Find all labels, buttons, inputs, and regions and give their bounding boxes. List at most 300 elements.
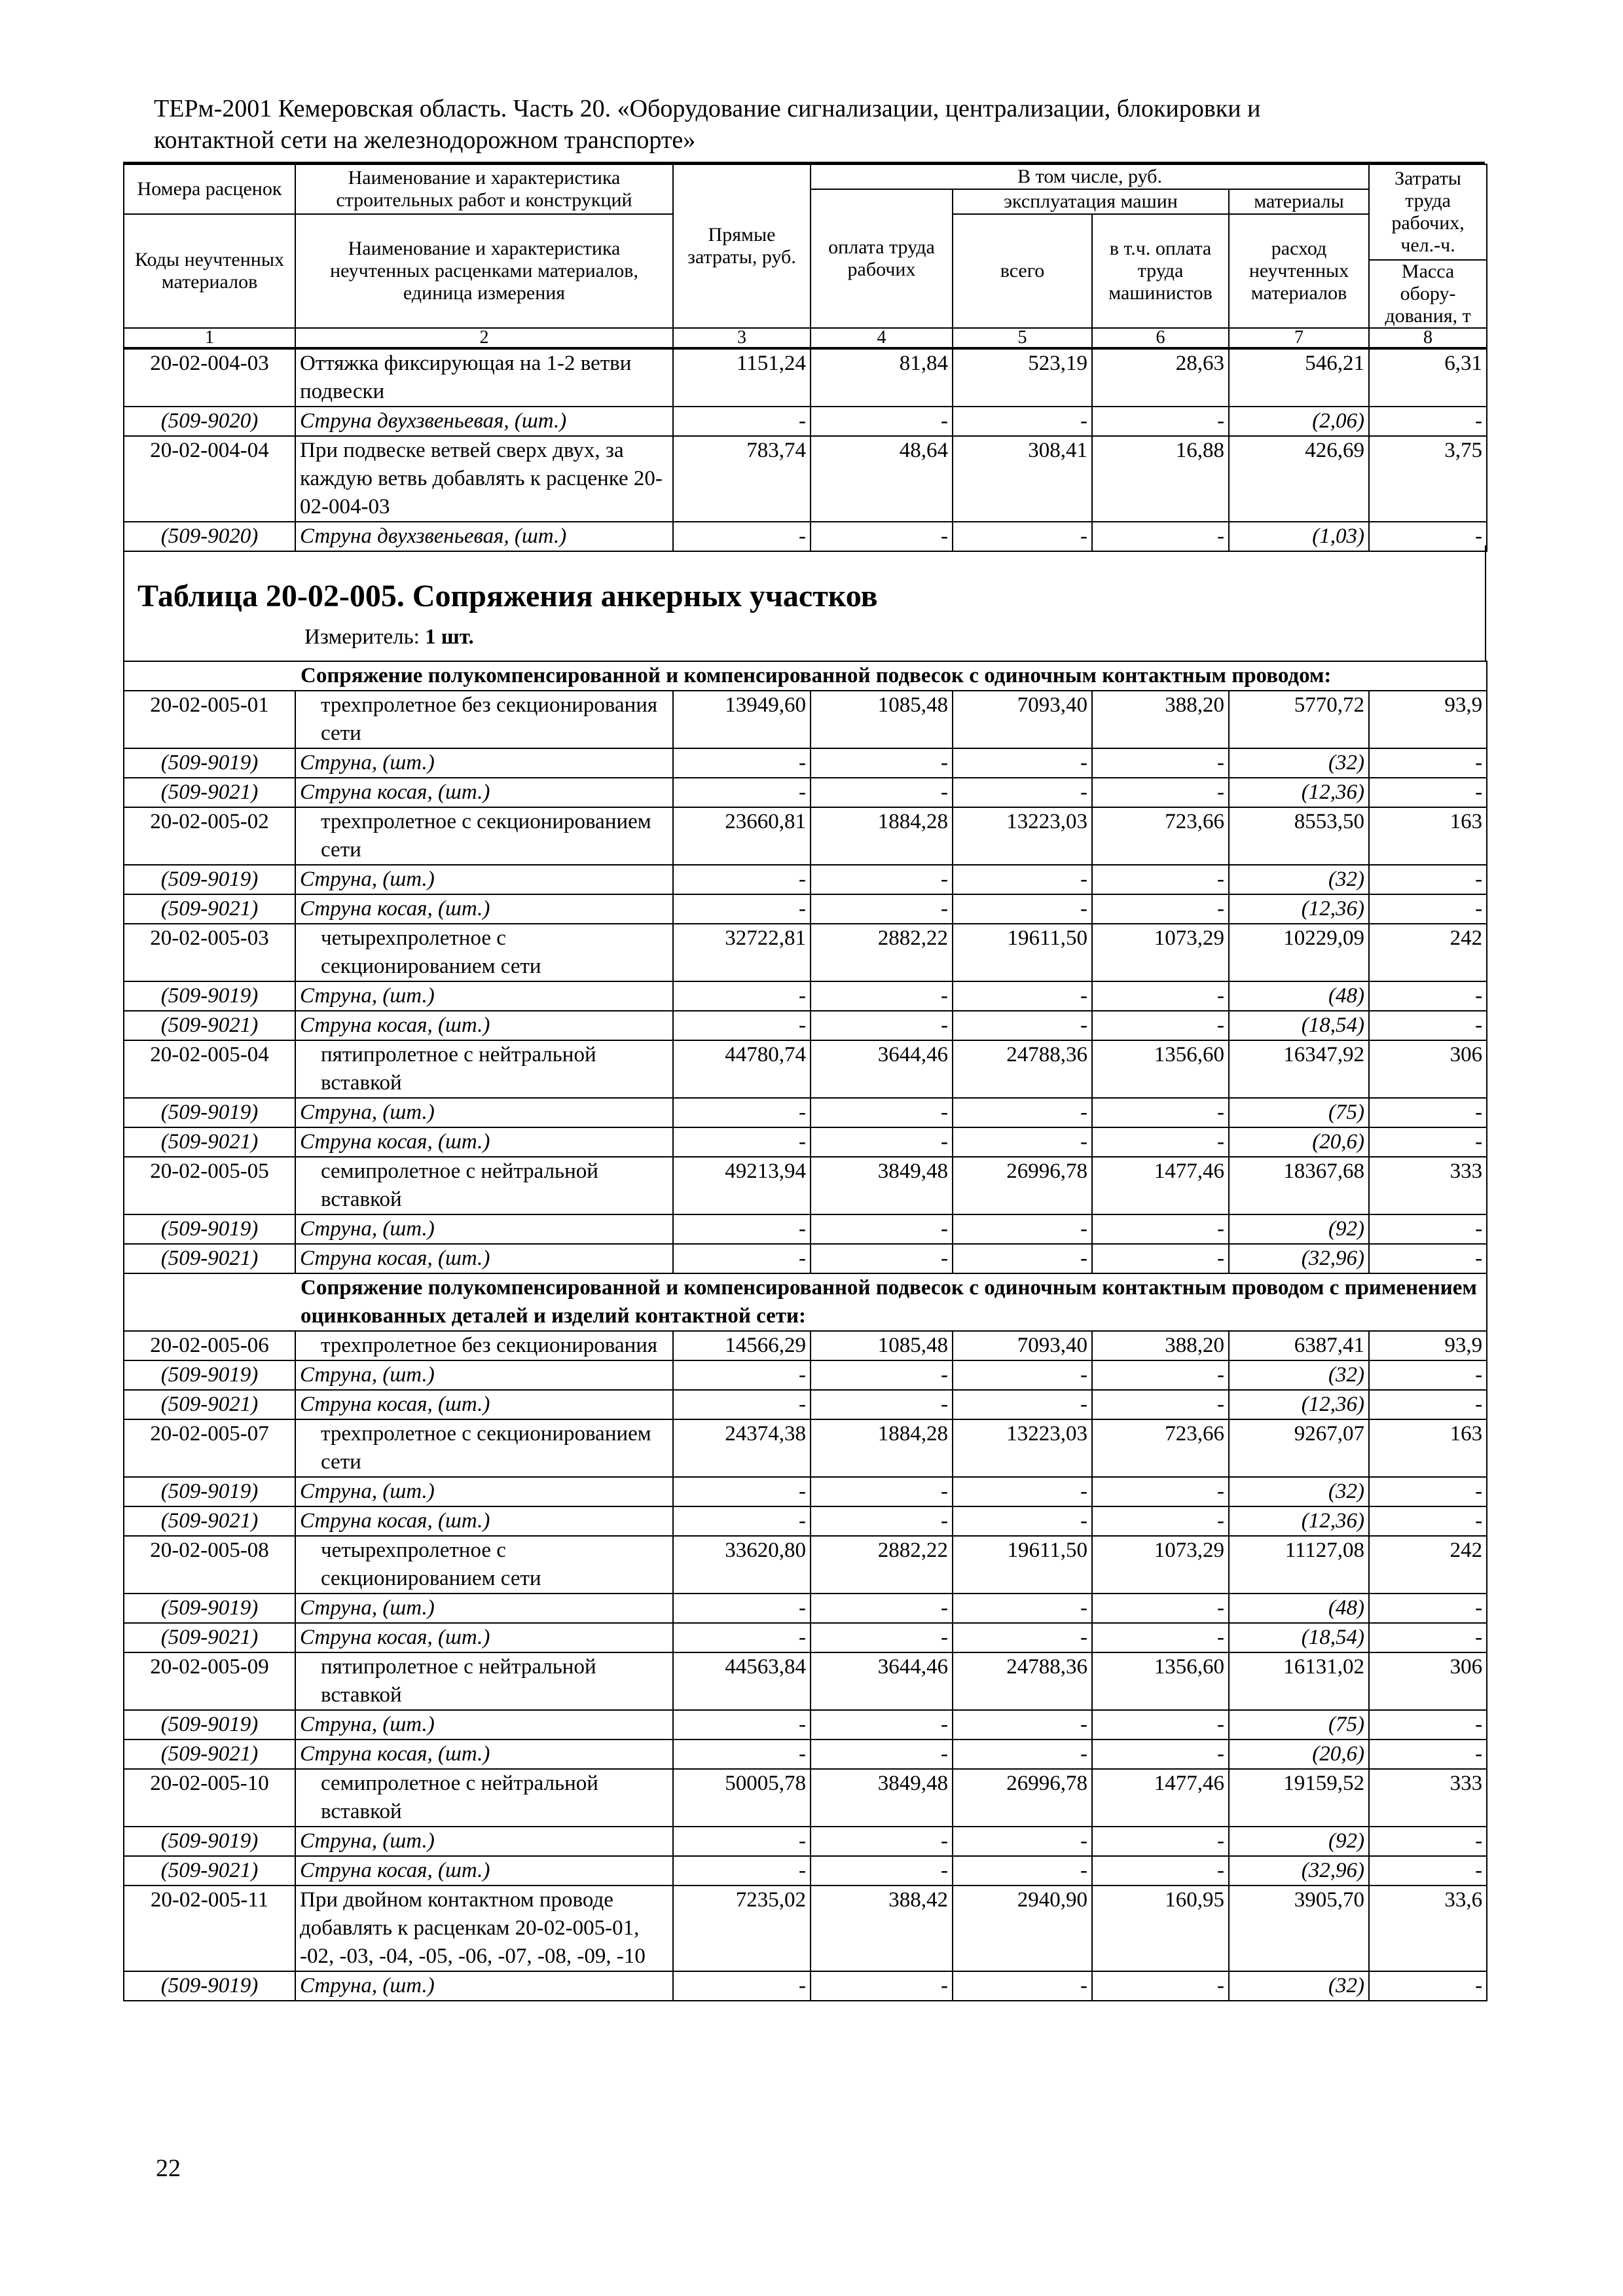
material-code: (509-9021) — [124, 1856, 295, 1886]
material-code: (509-9021) — [124, 1390, 295, 1419]
machines-total-dash: - — [953, 981, 1092, 1011]
material-row — [124, 1971, 1487, 2001]
header-machines-wages: в т.ч. оплата труда машинистов — [1092, 214, 1229, 328]
materials-cost: 16131,02 — [1229, 1652, 1369, 1710]
rate-name: семипролетное с нейтральной вставкой — [295, 1769, 673, 1827]
direct-costs: 14566,29 — [673, 1331, 811, 1360]
wages-dash: - — [811, 1477, 953, 1506]
machines-total: 7093,40 — [953, 691, 1092, 748]
machines-total: 26996,78 — [953, 1157, 1092, 1214]
machines-total-dash: - — [953, 1856, 1092, 1886]
material-quantity: (12,36) — [1229, 1390, 1369, 1419]
group-heading-spacer — [124, 661, 295, 691]
col-number-4: 4 — [811, 328, 953, 348]
labor-costs: 93,9 — [1369, 691, 1487, 748]
material-quantity: (12,36) — [1229, 894, 1369, 924]
direct-costs-dash: - — [673, 1623, 811, 1652]
col-number-1: 1 — [124, 328, 295, 348]
rate-name: Оттяжка фиксирующая на 1-2 ветви подвески — [295, 349, 673, 407]
direct-costs: 49213,94 — [673, 1157, 811, 1214]
materials-cost: 8553,50 — [1229, 807, 1369, 865]
material-row — [124, 1011, 1487, 1040]
labor-costs: 163 — [1369, 1419, 1487, 1477]
material-quantity: (48) — [1229, 981, 1369, 1011]
machines-total: 7093,40 — [953, 1331, 1092, 1360]
col-number-3: 3 — [673, 328, 811, 348]
rate-code: 20-02-005-02 — [124, 807, 295, 865]
direct-costs-dash: - — [673, 1011, 811, 1040]
material-row — [124, 1506, 1487, 1536]
machines-wages-dash: - — [1092, 1127, 1229, 1157]
wages: 81,84 — [811, 349, 953, 407]
machines-total: 19611,50 — [953, 1536, 1092, 1594]
rate-code: 20-02-004-04 — [124, 436, 295, 522]
material-quantity: (1,03) — [1229, 522, 1369, 551]
machines-total-dash: - — [953, 1623, 1092, 1652]
machines-wages-dash: - — [1092, 1506, 1229, 1536]
machines-total-dash: - — [953, 1710, 1092, 1740]
machines-wages: 1477,46 — [1092, 1157, 1229, 1214]
direct-costs-dash: - — [673, 865, 811, 894]
materials-cost: 546,21 — [1229, 349, 1369, 407]
material-row — [124, 1127, 1487, 1157]
labor-dash: - — [1369, 1214, 1487, 1244]
labor-dash: - — [1369, 894, 1487, 924]
material-name: Струна, (шт.) — [295, 1971, 673, 2001]
direct-costs-dash: - — [673, 894, 811, 924]
material-quantity: (32,96) — [1229, 1244, 1369, 1273]
machines-total-dash: - — [953, 1360, 1092, 1390]
machines-total-dash: - — [953, 778, 1092, 807]
wages-dash: - — [811, 1710, 953, 1740]
machines-wages-dash: - — [1092, 1011, 1229, 1040]
wages-dash: - — [811, 1827, 953, 1856]
material-code: (509-9019) — [124, 1098, 295, 1127]
materials-cost: 10229,09 — [1229, 924, 1369, 981]
labor-dash: - — [1369, 1244, 1487, 1273]
col-number-7: 7 — [1229, 328, 1369, 348]
machines-wages: 16,88 — [1092, 436, 1229, 522]
wages-dash: - — [811, 1971, 953, 2001]
page-title-line-1: ТЕРм-2001 Кемеровская область. Часть 20. «Оборудование сигнализации, централизации, блокировки и — [154, 95, 1261, 122]
material-name: Струна, (шт.) — [295, 1098, 673, 1127]
machines-total: 523,19 — [953, 349, 1092, 407]
material-quantity: (32) — [1229, 1360, 1369, 1390]
material-name: Струна двухзвеньевая, (шт.) — [295, 522, 673, 551]
labor-dash: - — [1369, 1827, 1487, 1856]
material-name: Струна косая, (шт.) — [295, 894, 673, 924]
wages-dash: - — [811, 1506, 953, 1536]
direct-costs-dash: - — [673, 1710, 811, 1740]
direct-costs-dash: - — [673, 1098, 811, 1127]
rate-code: 20-02-005-03 — [124, 924, 295, 981]
machines-wages-dash: - — [1092, 1827, 1229, 1856]
unit-label: Измеритель: — [304, 625, 420, 649]
machines-total: 13223,03 — [953, 1419, 1092, 1477]
machines-total: 13223,03 — [953, 807, 1092, 865]
material-row — [124, 1477, 1487, 1506]
machines-total-dash: - — [953, 1011, 1092, 1040]
machines-wages: 723,66 — [1092, 807, 1229, 865]
material-row — [124, 1360, 1487, 1390]
wages-dash: - — [811, 1390, 953, 1419]
rate-name: При двойном контактном проводе добавлять к расценкам 20-02-005-01, -02, -03, -04, -05, -06, -07, -08, -09, -10 — [295, 1886, 673, 1971]
direct-costs: 23660,81 — [673, 807, 811, 865]
machines-total: 24788,36 — [953, 1040, 1092, 1098]
table-row — [124, 349, 1487, 407]
labor-costs: 333 — [1369, 1769, 1487, 1827]
material-code: (509-9019) — [124, 981, 295, 1011]
machines-wages-dash: - — [1092, 1594, 1229, 1623]
rate-name: При подвеске ветвей сверх двух, за каждую ветвь добавлять к расценке 20-02-004-03 — [295, 436, 673, 522]
page-title — [154, 93, 1463, 156]
labor-dash: - — [1369, 1390, 1487, 1419]
table-row — [124, 1769, 1487, 1827]
rate-code: 20-02-005-11 — [124, 1886, 295, 1971]
machines-total: 24788,36 — [953, 1652, 1092, 1710]
materials-cost: 16347,92 — [1229, 1040, 1369, 1098]
wages-dash: - — [811, 1011, 953, 1040]
material-name: Струна, (шт.) — [295, 748, 673, 778]
material-code: (509-9021) — [124, 778, 295, 807]
machines-wages-dash: - — [1092, 1710, 1229, 1740]
labor-dash: - — [1369, 1594, 1487, 1623]
wages-dash: - — [811, 748, 953, 778]
wages: 1085,48 — [811, 691, 953, 748]
wages-dash: - — [811, 522, 953, 551]
direct-costs: 783,74 — [673, 436, 811, 522]
col-number-6: 6 — [1092, 328, 1229, 348]
material-name: Струна, (шт.) — [295, 865, 673, 894]
material-row — [124, 1710, 1487, 1740]
labor-dash: - — [1369, 1127, 1487, 1157]
material-row — [124, 981, 1487, 1011]
labor-dash: - — [1369, 1623, 1487, 1652]
group-heading-row — [124, 661, 1487, 691]
wages: 3644,46 — [811, 1040, 953, 1098]
header-equipment-mass: Масса обору-дования, т — [1369, 260, 1487, 328]
machines-total-dash: - — [953, 1740, 1092, 1769]
material-quantity: (92) — [1229, 1214, 1369, 1244]
materials-cost: 9267,07 — [1229, 1419, 1369, 1477]
rate-code: 20-02-005-05 — [124, 1157, 295, 1214]
direct-costs: 33620,80 — [673, 1536, 811, 1594]
wages-dash: - — [811, 894, 953, 924]
group-heading: Сопряжение полукомпенсированной и компенсированной подвесок с одиночным контактным проводом с применением оцинкованных деталей и изделий контактной сети: — [295, 1273, 1487, 1331]
machines-total-dash: - — [953, 1390, 1092, 1419]
machines-total: 2940,90 — [953, 1886, 1092, 1971]
header-rate-numbers: Номера расценок — [124, 164, 295, 214]
machines-wages-dash: - — [1092, 865, 1229, 894]
materials-cost: 19159,52 — [1229, 1769, 1369, 1827]
labor-costs: 93,9 — [1369, 1331, 1487, 1360]
material-row — [124, 1594, 1487, 1623]
materials-cost: 3905,70 — [1229, 1886, 1369, 1971]
material-name: Струна косая, (шт.) — [295, 1244, 673, 1273]
machines-total-dash: - — [953, 1098, 1092, 1127]
machines-total: 19611,50 — [953, 924, 1092, 981]
machines-wages-dash: - — [1092, 1740, 1229, 1769]
material-row — [124, 1623, 1487, 1652]
table-row — [124, 1652, 1487, 1710]
labor-costs: 6,31 — [1369, 349, 1487, 407]
rate-code: 20-02-005-10 — [124, 1769, 295, 1827]
wages-dash: - — [811, 981, 953, 1011]
material-code: (509-9019) — [124, 1214, 295, 1244]
machines-wages-dash: - — [1092, 894, 1229, 924]
material-row — [124, 1244, 1487, 1273]
machines-wages-dash: - — [1092, 1477, 1229, 1506]
machines-wages: 1073,29 — [1092, 1536, 1229, 1594]
labor-dash: - — [1369, 865, 1487, 894]
machines-wages-dash: - — [1092, 1856, 1229, 1886]
machines-wages: 1477,46 — [1092, 1769, 1229, 1827]
direct-costs-dash: - — [673, 1244, 811, 1273]
rate-code: 20-02-005-08 — [124, 1536, 295, 1594]
rate-name: четырехпролетное с секционированием сети — [295, 924, 673, 981]
labor-dash: - — [1369, 1506, 1487, 1536]
direct-costs-dash: - — [673, 748, 811, 778]
labor-dash: - — [1369, 1740, 1487, 1769]
material-name: Струна, (шт.) — [295, 981, 673, 1011]
material-row — [124, 748, 1487, 778]
material-code: (509-9020) — [124, 522, 295, 551]
header-wages: оплата труда рабочих — [811, 189, 953, 328]
wages: 3849,48 — [811, 1157, 953, 1214]
material-name: Струна двухзвеньевая, (шт.) — [295, 407, 673, 436]
rates-table-005 — [123, 661, 1487, 2001]
header-machines-total: всего — [953, 214, 1092, 328]
material-name: Струна косая, (шт.) — [295, 1856, 673, 1886]
col-number-5: 5 — [953, 328, 1092, 348]
header-machines: эксплуатация машин — [953, 189, 1229, 214]
machines-wages-dash: - — [1092, 522, 1229, 551]
machines-wages-dash: - — [1092, 407, 1229, 436]
labor-dash: - — [1369, 1098, 1487, 1127]
material-code: (509-9021) — [124, 1740, 295, 1769]
material-name: Струна косая, (шт.) — [295, 1623, 673, 1652]
material-code: (509-9021) — [124, 1127, 295, 1157]
material-code: (509-9021) — [124, 1244, 295, 1273]
labor-dash: - — [1369, 1971, 1487, 2001]
direct-costs-dash: - — [673, 1971, 811, 2001]
material-name: Струна косая, (шт.) — [295, 1011, 673, 1040]
labor-dash: - — [1369, 1477, 1487, 1506]
material-row — [124, 1827, 1487, 1856]
machines-wages-dash: - — [1092, 1214, 1229, 1244]
table-row — [124, 1886, 1487, 1971]
material-quantity: (32) — [1229, 865, 1369, 894]
table-title-block — [123, 545, 1486, 661]
wages-dash: - — [811, 1098, 953, 1127]
wages-dash: - — [811, 865, 953, 894]
table-header — [123, 164, 1487, 348]
material-row — [124, 1098, 1487, 1127]
material-code: (509-9021) — [124, 894, 295, 924]
material-row — [124, 1740, 1487, 1769]
material-quantity: (18,54) — [1229, 1011, 1369, 1040]
machines-wages-dash: - — [1092, 1390, 1229, 1419]
machines-total-dash: - — [953, 894, 1092, 924]
direct-costs-dash: - — [673, 1740, 811, 1769]
header-including: В том числе, руб. — [811, 164, 1369, 189]
machines-wages: 388,20 — [1092, 1331, 1229, 1360]
direct-costs-dash: - — [673, 1827, 811, 1856]
machines-wages-dash: - — [1092, 1623, 1229, 1652]
rate-name: четырехпролетное с секционированием сети — [295, 1536, 673, 1594]
material-name: Струна косая, (шт.) — [295, 1127, 673, 1157]
direct-costs: 13949,60 — [673, 691, 811, 748]
material-quantity: (20,6) — [1229, 1740, 1369, 1769]
material-name: Струна, (шт.) — [295, 1827, 673, 1856]
machines-wages: 388,20 — [1092, 691, 1229, 748]
wages-dash: - — [811, 1740, 953, 1769]
unit-value: 1 шт. — [425, 625, 474, 649]
material-quantity: (75) — [1229, 1098, 1369, 1127]
page-number: 22 — [156, 2155, 181, 2182]
machines-wages-dash: - — [1092, 1971, 1229, 2001]
table-title: Таблица 20-02-005. Сопряжения анкерных участков — [137, 579, 878, 613]
labor-costs: 163 — [1369, 807, 1487, 865]
material-code: (509-9019) — [124, 1971, 295, 2001]
machines-wages-dash: - — [1092, 1244, 1229, 1273]
machines-total-dash: - — [953, 1827, 1092, 1856]
rate-code: 20-02-005-07 — [124, 1419, 295, 1477]
direct-costs-dash: - — [673, 1856, 811, 1886]
wages: 1085,48 — [811, 1331, 953, 1360]
wages: 1884,28 — [811, 807, 953, 865]
labor-dash: - — [1369, 522, 1487, 551]
machines-total-dash: - — [953, 407, 1092, 436]
material-code: (509-9019) — [124, 1360, 295, 1390]
header-name-materials: Наименование и характеристика неучтенных расценками материалов, единица измерения — [295, 214, 673, 328]
direct-costs-dash: - — [673, 981, 811, 1011]
material-name: Струна косая, (шт.) — [295, 1740, 673, 1769]
material-quantity: (12,36) — [1229, 1506, 1369, 1536]
machines-total-dash: - — [953, 748, 1092, 778]
direct-costs-dash: - — [673, 1360, 811, 1390]
wages-dash: - — [811, 1594, 953, 1623]
header-direct-costs: Прямые затраты, руб. — [673, 164, 811, 328]
rates-table-004 — [123, 348, 1487, 552]
rate-code: 20-02-005-09 — [124, 1652, 295, 1710]
labor-costs: 242 — [1369, 924, 1487, 981]
material-row — [124, 778, 1487, 807]
direct-costs: 44780,74 — [673, 1040, 811, 1098]
material-row — [124, 407, 1487, 436]
wages-dash: - — [811, 1214, 953, 1244]
material-row — [124, 894, 1487, 924]
labor-costs: 242 — [1369, 1536, 1487, 1594]
direct-costs-dash: - — [673, 522, 811, 551]
page-title-line-2: контактной сети на железнодорожном транспорте» — [154, 126, 696, 154]
rate-name: трехпролетное без секционирования сети — [295, 691, 673, 748]
labor-dash: - — [1369, 407, 1487, 436]
machines-wages: 1356,60 — [1092, 1040, 1229, 1098]
direct-costs-dash: - — [673, 1214, 811, 1244]
rate-code: 20-02-005-04 — [124, 1040, 295, 1098]
rate-name: пятипролетное с нейтральной вставкой — [295, 1040, 673, 1098]
material-quantity: (12,36) — [1229, 778, 1369, 807]
machines-total-dash: - — [953, 865, 1092, 894]
rate-name: пятипролетное с нейтральной вставкой — [295, 1652, 673, 1710]
material-code: (509-9019) — [124, 1594, 295, 1623]
machines-wages: 1073,29 — [1092, 924, 1229, 981]
material-code: (509-9021) — [124, 1623, 295, 1652]
machines-wages-dash: - — [1092, 981, 1229, 1011]
labor-costs: 306 — [1369, 1040, 1487, 1098]
materials-cost: 426,69 — [1229, 436, 1369, 522]
machines-total-dash: - — [953, 1214, 1092, 1244]
labor-dash: - — [1369, 1011, 1487, 1040]
machines-wages-dash: - — [1092, 1360, 1229, 1390]
machines-total-dash: - — [953, 1477, 1092, 1506]
wages: 2882,22 — [811, 1536, 953, 1594]
labor-dash: - — [1369, 1360, 1487, 1390]
material-row — [124, 1390, 1487, 1419]
table-row — [124, 1157, 1487, 1214]
materials-cost: 18367,68 — [1229, 1157, 1369, 1214]
material-quantity: (20,6) — [1229, 1127, 1369, 1157]
material-name: Струна, (шт.) — [295, 1594, 673, 1623]
direct-costs-dash: - — [673, 1477, 811, 1506]
table-row — [124, 1040, 1487, 1098]
header-labor: Затраты труда рабочих, чел.-ч. — [1369, 164, 1487, 260]
labor-dash: - — [1369, 1710, 1487, 1740]
wages: 388,42 — [811, 1886, 953, 1971]
group-heading: Сопряжение полукомпенсированной и компенсированной подвесок с одиночным контактным проводом: — [295, 661, 1487, 691]
labor-costs: 333 — [1369, 1157, 1487, 1214]
header-codes: Коды неучтенных материалов — [124, 214, 295, 328]
machines-total-dash: - — [953, 1971, 1092, 2001]
wages-dash: - — [811, 407, 953, 436]
machines-total-dash: - — [953, 522, 1092, 551]
rate-code: 20-02-005-01 — [124, 691, 295, 748]
wages-dash: - — [811, 1856, 953, 1886]
machines-wages-dash: - — [1092, 778, 1229, 807]
labor-costs: 3,75 — [1369, 436, 1487, 522]
material-name: Струна косая, (шт.) — [295, 1506, 673, 1536]
material-row — [124, 865, 1487, 894]
materials-cost: 11127,08 — [1229, 1536, 1369, 1594]
material-name: Струна косая, (шт.) — [295, 1390, 673, 1419]
direct-costs: 50005,78 — [673, 1769, 811, 1827]
wages: 1884,28 — [811, 1419, 953, 1477]
labor-dash: - — [1369, 1856, 1487, 1886]
machines-wages: 723,66 — [1092, 1419, 1229, 1477]
machines-wages-dash: - — [1092, 1098, 1229, 1127]
material-code: (509-9019) — [124, 865, 295, 894]
wages-dash: - — [811, 1623, 953, 1652]
wages: 2882,22 — [811, 924, 953, 981]
direct-costs-dash: - — [673, 778, 811, 807]
direct-costs: 44563,84 — [673, 1652, 811, 1710]
material-name: Струна, (шт.) — [295, 1214, 673, 1244]
machines-total-dash: - — [953, 1506, 1092, 1536]
labor-dash: - — [1369, 981, 1487, 1011]
material-quantity: (18,54) — [1229, 1623, 1369, 1652]
material-code: (509-9020) — [124, 407, 295, 436]
material-code: (509-9021) — [124, 1506, 295, 1536]
materials-cost: 6387,41 — [1229, 1331, 1369, 1360]
material-quantity: (75) — [1229, 1710, 1369, 1740]
material-code: (509-9019) — [124, 748, 295, 778]
material-quantity: (32) — [1229, 1971, 1369, 2001]
wages-dash: - — [811, 1244, 953, 1273]
material-name: Струна, (шт.) — [295, 1360, 673, 1390]
header-materials: материалы — [1229, 189, 1369, 214]
material-quantity: (32,96) — [1229, 1856, 1369, 1886]
